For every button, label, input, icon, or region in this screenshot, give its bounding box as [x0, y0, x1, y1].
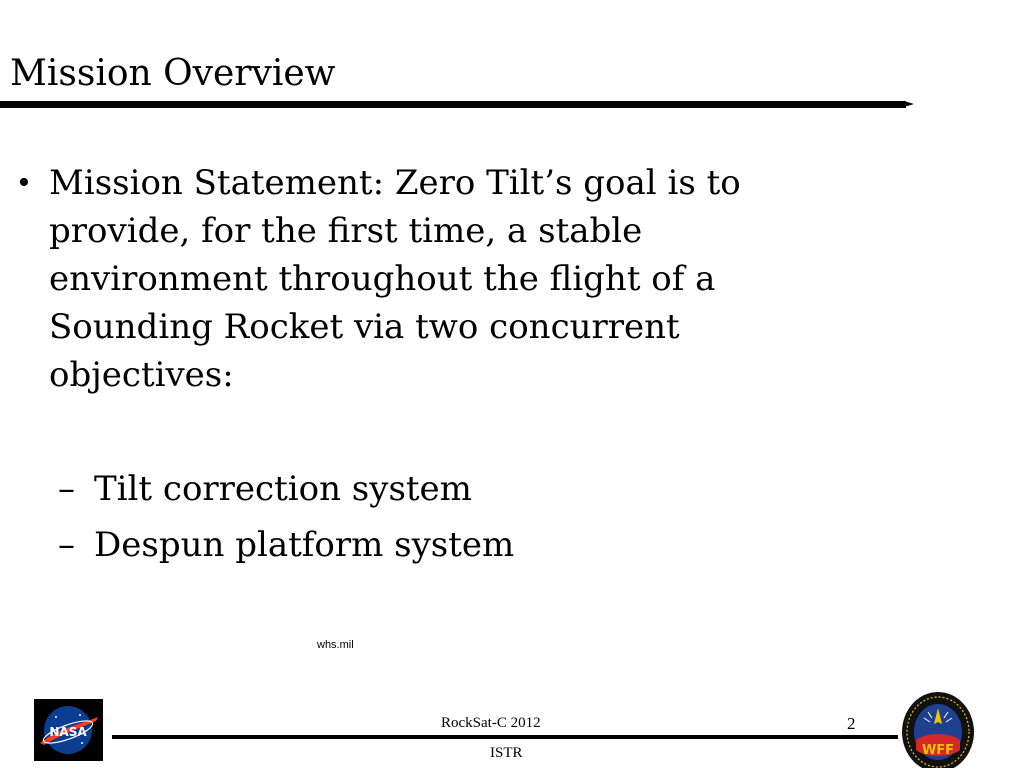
sub-item-marker: –: [58, 525, 75, 565]
wff-patch-graphic: [900, 688, 980, 768]
footer-event-label: RockSat-C 2012: [441, 715, 541, 731]
wff-logo-text: WFF: [921, 743, 955, 758]
sub-item-marker: –: [58, 469, 75, 509]
sub-item-tilt-correction: [58, 465, 472, 513]
bullet-marker: •: [18, 164, 30, 201]
wff-patch-logo: [900, 688, 980, 768]
footer-team-label: ISTR: [490, 745, 523, 761]
sub-item-label: Despun platform system: [94, 525, 515, 565]
nasa-logo-graphic: [34, 699, 103, 761]
title-divider-tip: [904, 101, 914, 107]
page-number: 2: [847, 714, 856, 733]
slide-title: Mission Overview: [10, 53, 336, 94]
nasa-logo: [34, 699, 103, 761]
sub-item-label: Tilt correction system: [94, 469, 472, 509]
nasa-logo-text: NASA: [49, 725, 87, 739]
mission-statement-text: Mission Statement: Zero Tilt’s goal is to provide, for the first time, a stable environment throughout the flight of a Sounding Rocket via two concurrent objectives:: [49, 163, 741, 395]
sub-item-despun-platform: [58, 521, 514, 569]
footer-divider: [112, 735, 898, 739]
mission-statement-bullet: [18, 159, 818, 399]
image-credit: whs.mil: [317, 639, 354, 651]
title-divider: [0, 101, 906, 108]
